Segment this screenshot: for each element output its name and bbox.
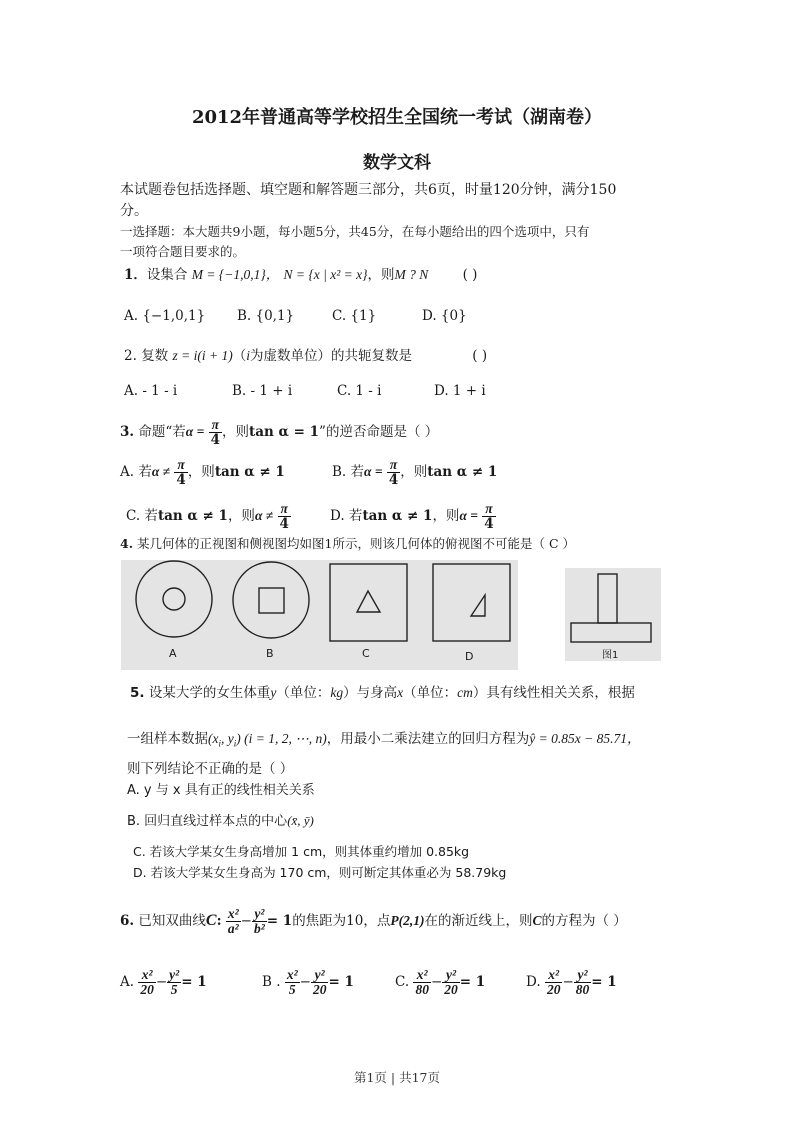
section-intro-2: 一项符合题目要求的。 <box>120 244 246 259</box>
q5-option-b: B. 回归直线过样本点的中心(x̄, ȳ) <box>127 813 314 829</box>
question-4-stem: 4. 某几何体的正视图和侧视图均如图1所示，则该几何体的俯视图不可能是（ C ） <box>120 536 576 551</box>
option-d-label: D <box>465 650 474 663</box>
option-d-triangle <box>471 595 485 616</box>
q4-options-figure <box>121 560 518 670</box>
option-d-square <box>433 564 510 641</box>
q3-option-b: B. 若α = $\frac{\pi}{4}$ ，则tan α ≠ 1 <box>332 456 498 488</box>
question-5-line-1: 5. 设某大学的女生体重y（单位：kg）与身高x（单位：cm）具有线性相关关系，根据 <box>130 685 635 701</box>
question-5-line-2: 一组样本数据($x_i$, $y_i$) (i = 1, 2, ⋯, n)，用最小二乘法建立的回归方程为ŷ = 0.85x − 85.71， <box>127 731 641 749</box>
q6-option-a: A. $\frac{\text{x²}}{20}$ − $\frac{\text{y²}}{5}$ = 1 <box>120 966 207 997</box>
question-6-stem: 6. 已知双曲线C: $\frac{\text{x²}}{\text{a²}}$ − $\frac{\text{y²}}{\text{b²}}$ = 1的焦距为10，点P(2,1)在的渐近线上，则C的方程为（ ） <box>120 905 627 936</box>
option-a-outer-circle <box>136 561 212 637</box>
q4-options-drawing <box>121 560 518 670</box>
question-5-line-3: 则下列结论不正确的是（ ） <box>127 761 294 777</box>
pi-over-4-fraction: $\frac{\pi}{4}$ <box>210 416 221 448</box>
q3-option-d: D. 若tan α ≠ 1，则α = $\frac{\pi}{4}$ <box>330 500 494 532</box>
option-a-inner-circle <box>163 588 185 610</box>
exam-title: 2012年普通高等学校招生全国统一考试（湖南卷） <box>191 107 603 128</box>
q1-option-b: B. {0,1} <box>237 308 295 324</box>
q6-option-d: D. $\frac{\text{x²}}{20}$ − $\frac{\text{y²}}{80}$ = 1 <box>526 966 617 997</box>
y2-over-b2: $\frac{\text{y²}}{\text{b²}}$ <box>253 905 265 936</box>
intro-line-2: 分。 <box>120 203 148 219</box>
q5-option-d: D. 若该大学某女生身高为 170 cm，则可断定其体重必为 58.79kg <box>133 865 507 880</box>
section-intro-1: 一选择题：本大题共9小题，每小题5分，共45分，在每小题给出的四个选项中，只有 <box>120 224 590 239</box>
q2-option-d: D. 1 + i <box>434 383 486 399</box>
option-b-label: B <box>266 647 274 660</box>
q6-option-c: C. $\frac{\text{x²}}{80}$ − $\frac{\text{y²}}{20}$ = 1 <box>395 966 486 997</box>
q2-option-c: C. 1 - i <box>337 383 382 399</box>
question-3-stem: 3. 命题“若α = $\frac{\pi}{4}$ ，则tan α = 1”的逆否命题是（ ） <box>120 416 439 448</box>
option-a-label: A <box>169 647 177 660</box>
q1-option-c: C. {1} <box>332 308 377 324</box>
option-c-triangle <box>357 591 380 612</box>
page-footer: 第1页 | 共17页 <box>353 1070 441 1085</box>
figure-1-column <box>598 574 617 623</box>
q3-option-a: A. 若α ≠ $\frac{\pi}{4}$ ，则tan α ≠ 1 <box>120 456 285 488</box>
q5-option-c: C. 若该大学某女生身高增加 1 cm，则其体重约增加 0.85kg <box>133 844 470 859</box>
intro-line-1: 本试题卷包括选择题、填空题和解答题三部分，共6页，时量120分钟，满分150 <box>120 182 617 198</box>
figure-1 <box>565 568 661 661</box>
q5-option-a: A. y 与 x 具有正的线性相关关系 <box>127 783 315 798</box>
q1-option-d: D. {0} <box>422 308 467 324</box>
figure-1-caption: 图1 <box>602 650 619 661</box>
option-c-label: C <box>362 647 370 660</box>
q2-option-b: B. - 1 + i <box>232 383 293 399</box>
x2-over-a2: $\frac{\text{x²}}{\text{a²}}$ <box>227 905 239 936</box>
q3-option-c: C. 若tan α ≠ 1，则α ≠ $\frac{\pi}{4}$ <box>126 500 289 532</box>
exam-subtitle: 数学文科 <box>363 153 431 173</box>
option-b-outer-circle <box>233 562 309 638</box>
question-1-stem: 1．设集合 M = {−1,0,1}， N = {x | x² = x}，则M ? N ( ) <box>124 267 478 283</box>
figure-1-base <box>571 623 651 642</box>
option-b-inner-square <box>259 588 284 613</box>
q1-option-a: A. {−1,0,1} <box>124 308 206 324</box>
q2-option-a: A. - 1 - i <box>124 383 178 399</box>
q6-option-b: B . $\frac{\text{x²}}{5}$ − $\frac{\text{y²}}{20}$ = 1 <box>262 966 354 997</box>
question-2-stem: 2. 复数 z = i(i + 1)（i为虚数单位）的共轭复数是 ( ) <box>124 348 488 364</box>
option-c-square <box>330 564 407 641</box>
